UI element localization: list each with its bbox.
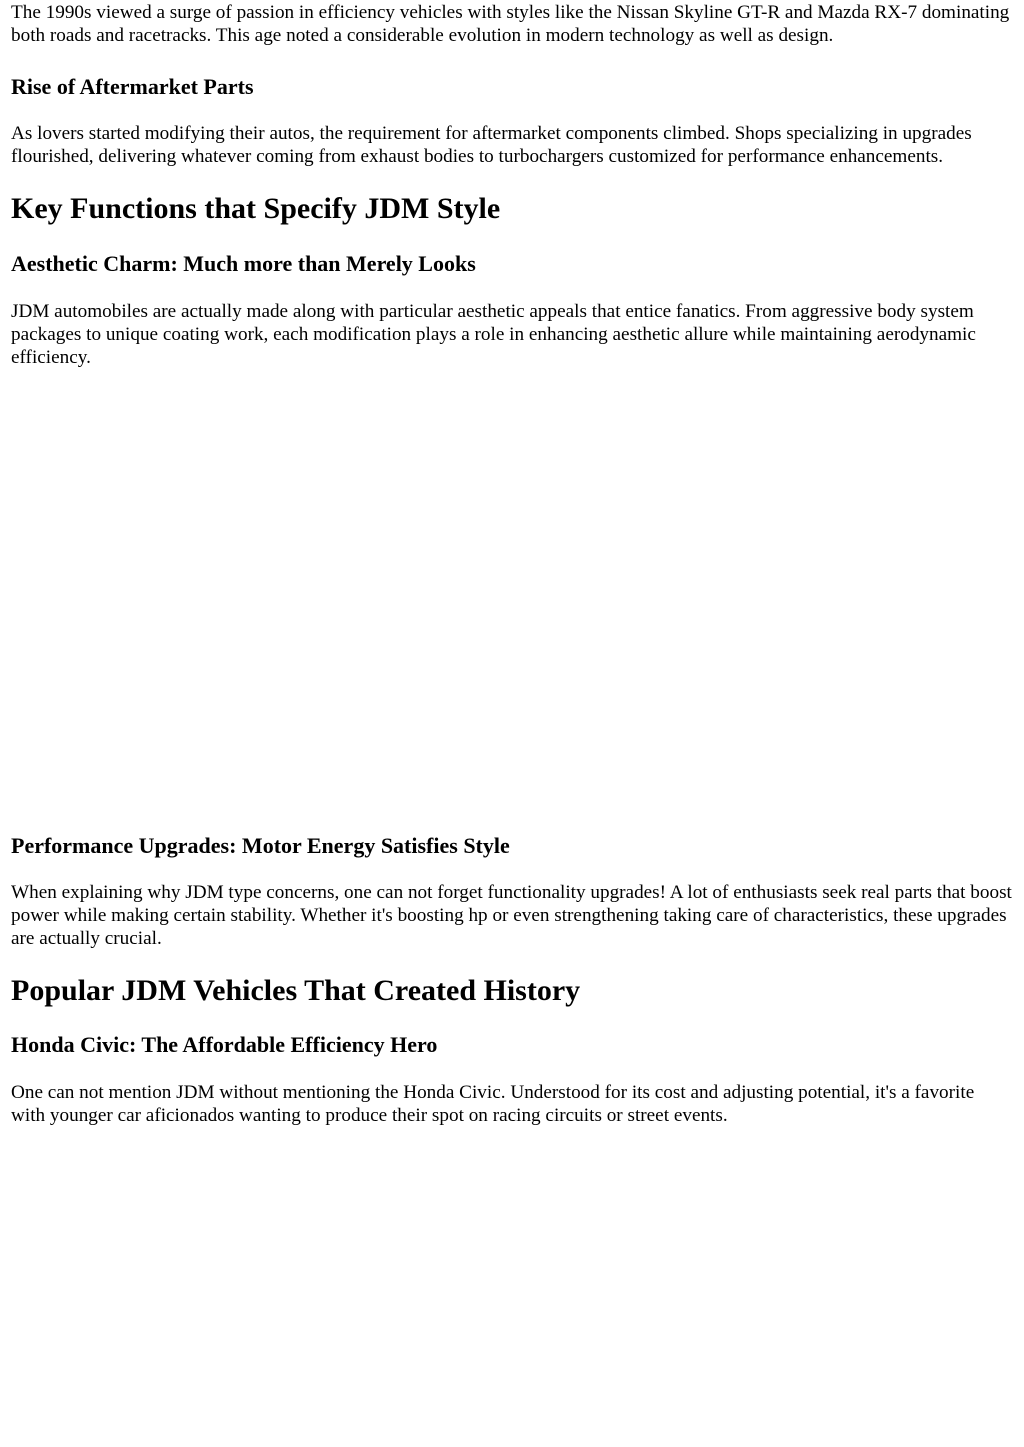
heading-key-functions: Key Functions that Specify JDM Style [11, 192, 501, 225]
heading-aesthetic-charm: Aesthetic Charm: Much more than Merely Looks [11, 251, 476, 276]
intro-paragraph: The 1990s viewed a surge of passion in efficiency vehicles with styles like the Nissan Skyline GT-R and Mazda RX-7 dominating both roads and racetracks. This age noted a considerable evolution in modern technology as well as design. [11, 2, 1010, 46]
blank-embed-area [11, 369, 1013, 800]
paragraph-aesthetic-charm: JDM automobiles are actually made along with particular aesthetic appeals that entice fanatics. From aggressive body system packages to unique coating work, each modification plays a role in enhancing aesthetic allure while maintaining aerodynamic efficiency. [11, 301, 976, 368]
heading-performance-upgrades: Performance Upgrades: Motor Energy Satisfies Style [11, 833, 510, 858]
heading-honda-civic: Honda Civic: The Affordable Efficiency Hero [11, 1032, 438, 1057]
paragraph-aftermarket-parts: As lovers started modifying their autos, the requirement for aftermarket components climbed. Shops specializing in upgrades flourished, delivering whatever coming from exhaust bodies to turbochargers customized for performance enhancements. [11, 123, 972, 167]
paragraph-performance-upgrades: When explaining why JDM type concerns, one can not forget functionality upgrades! A lot of enthusiasts seek real parts that boost power while making certain stability. Whether it's boosting hp or even strengthening taking care of characteristics, these upgrades are actually crucial. [11, 882, 1012, 949]
heading-popular-jdm-vehicles: Popular JDM Vehicles That Created History [11, 974, 581, 1007]
heading-rise-of-aftermarket-parts: Rise of Aftermarket Parts [11, 74, 254, 99]
paragraph-honda-civic: One can not mention JDM without mentioning the Honda Civic. Understood for its cost and adjusting potential, it's a favorite with younger car aficionados wanting to produce their spot on racing circuits or street events. [11, 1082, 975, 1126]
article [0, 1, 1024, 1127]
